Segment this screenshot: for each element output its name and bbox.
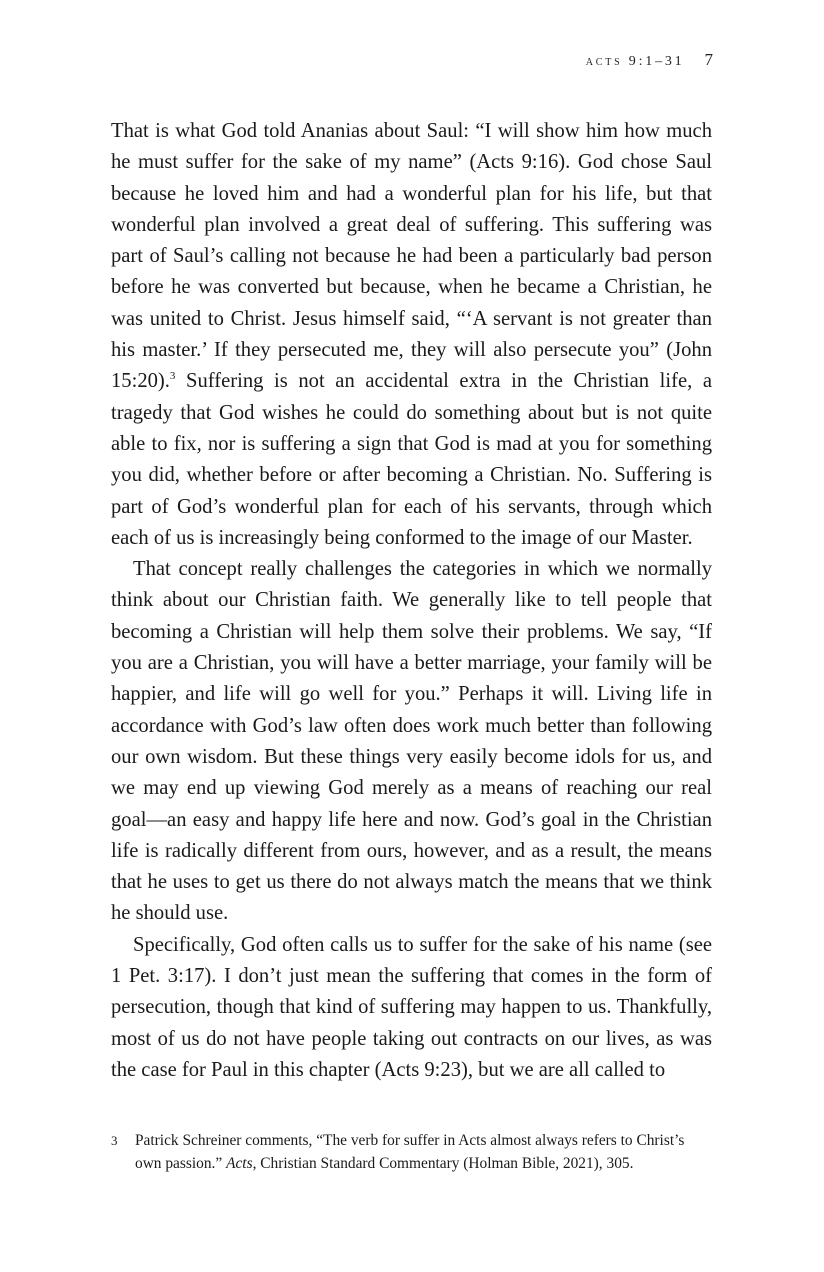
page-number: 7 [704, 50, 713, 69]
footnote-number: 3 [111, 1133, 118, 1148]
paragraph-3: Specifically, God often calls us to suffer for the sake of his name (see 1 Pet. 3:17). I don’t just mean the suffering that comes in the form of persecution, though that kind of suffering may happen to us. Thankfully, most of us do not have people taking out contracts on our lives, as was the case for Paul in this chapter (Acts 9:23), but we are all called to [111, 933, 712, 1081]
paragraph-1-text-b: Suffering is not an accidental extra in the Christian life, a tragedy that God wishes he could do something about but is not quite able to fix, nor is suffering a sign that God is mad at you for something you did, whether before or after becoming a Christian. No. Suffering is part of God’s wonderful plan for each of his servants, through which each of us is increasingly being conformed to the image of our Master. [111, 370, 712, 549]
footnote-text-b: , Christian Standard Commentary (Holman Bible, 2021), 305. [252, 1154, 634, 1172]
paragraph-1-text-a: That is what God told Ananias about Saul: “I will show him how much he must suffer for the sake of my name” (Acts 9:16). God chose Saul because he loved him and had a wonderful plan for his life, but that wonderful plan involved a great deal of suffering. This suffering was part of Saul’s calling not because he had been a particularly bad person before he was converted but because, when he became a Christian, he was united to Christ. Jesus himself said, “‘A servant is not greater than his master.’ If they persecuted me, they will also persecute you” (John 15:20). [111, 120, 712, 393]
footnote [111, 1130, 712, 1175]
footnote-reference[interactable]: 3 [169, 370, 176, 383]
running-head [586, 50, 713, 70]
body-text [111, 116, 712, 1086]
footnote-text [111, 1130, 712, 1175]
running-head-title: acts 9:1–31 [585, 54, 685, 69]
paragraph-1 [111, 116, 712, 554]
footnote-book-title: Acts [226, 1154, 253, 1172]
footnote-text-a: Patrick Schreiner comments, “The verb for suffer in Acts almost always refers to Christ’s own passion.” [135, 1132, 685, 1172]
paragraph-2: That concept really challenges the categories in which we normally think about our Christian faith. We generally like to tell people that becoming a Christian will help them solve their problems. We say, “If you are a Christian, you will have a better marriage, your family will be happier, and life will go well for you.” Perhaps it will. Living life in accordance with God’s law often does work much better than following our own wisdom. But these things very easily become idols for us, and we may end up viewing God merely as a means of reaching our real goal—an easy and happy life here and now. God’s goal in the Christian life is radically different from ours, however, and as a result, the means that he uses to get us there do not always match the means that we think he should use. [111, 558, 712, 925]
